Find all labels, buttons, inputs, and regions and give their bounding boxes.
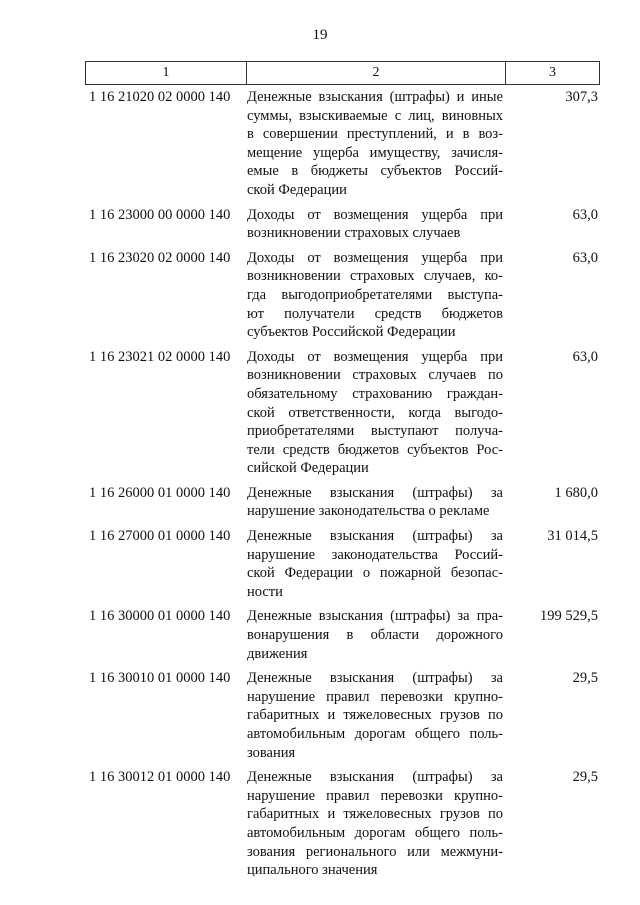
description-line: габаритных и тяжеловесных грузов по	[247, 707, 503, 724]
description-line: тели средств бюджетов субъектов Рос-	[247, 441, 503, 458]
budget-code: 1 16 30010 01 0000 140	[89, 670, 231, 687]
description-line: Денежные взыскания (штрафы) за	[247, 528, 503, 545]
amount: 29,5	[572, 769, 598, 786]
income-description	[245, 484, 503, 521]
description-line: нарушение законодательства Россий-	[247, 546, 503, 563]
description-line: автомобильным дорогам общего поль-	[247, 824, 503, 841]
amount: 1 680,0	[554, 484, 598, 501]
description-line: габаритных и тяжеловесных грузов по	[247, 806, 503, 823]
column-header-2: 2	[247, 62, 506, 85]
table-row	[85, 206, 600, 243]
description-line: Доходы от возмещения ущерба при	[247, 348, 503, 365]
income-description	[245, 348, 503, 478]
description-line: зования регионального или межмуни-	[247, 843, 503, 860]
description-line: мещение ущерба имуществу, зачисля-	[247, 144, 503, 161]
column-header-1: 1	[86, 62, 247, 85]
table-row	[85, 88, 600, 200]
description-line: зования	[247, 744, 296, 761]
description-line: субъектов Российской Федерации	[247, 324, 456, 341]
budget-code: 1 16 30000 01 0000 140	[89, 608, 231, 625]
description-line: нарушение правил перевозки крупно-	[247, 688, 503, 705]
column-header-table	[85, 61, 600, 85]
income-description	[245, 88, 503, 200]
budget-code: 1 16 30012 01 0000 140	[89, 769, 231, 786]
description-line: нарушение законодательства о рекламе	[247, 503, 490, 520]
description-line: ципального значения	[247, 862, 378, 879]
description-line: возникновении страховых случаев	[247, 225, 461, 242]
description-line: Денежные взыскания (штрафы) за	[247, 484, 503, 501]
table-row	[85, 527, 600, 601]
description-line: приобретателями выступают получа-	[247, 423, 503, 440]
description-line: емые в бюджеты субъектов Россий-	[247, 163, 503, 180]
budget-code: 1 16 23021 02 0000 140	[89, 348, 231, 365]
table-row	[85, 607, 600, 663]
budget-code: 1 16 23020 02 0000 140	[89, 249, 231, 266]
amount: 63,0	[572, 348, 598, 365]
description-line: Доходы от возмещения ущерба при	[247, 249, 503, 266]
income-description	[245, 527, 503, 601]
description-line: автомобильным дорогам общего поль-	[247, 726, 503, 742]
description-line: Денежные взыскания (штрафы) за	[247, 670, 503, 687]
description-line: ют получатели средств бюджетов	[247, 305, 503, 322]
amount: 63,0	[572, 249, 598, 266]
description-line: Денежные взыскания (штрафы) и иные	[247, 89, 503, 105]
description-line: возникновении страховых случаев по	[247, 367, 503, 384]
table-row	[85, 669, 600, 762]
amount: 63,0	[572, 206, 598, 223]
description-line: возникновении страховых случаев, ко-	[247, 268, 503, 285]
amount: 199 529,5	[540, 608, 598, 625]
budget-code: 1 16 26000 01 0000 140	[89, 484, 231, 501]
description-line: Доходы от возмещения ущерба при	[247, 206, 503, 223]
description-line: Денежные взыскания (штрафы) за пра-	[247, 608, 503, 625]
table-row	[85, 249, 600, 342]
description-line: ской Федерации	[247, 181, 347, 198]
column-header-3: 3	[506, 62, 600, 85]
amount: 29,5	[572, 670, 598, 687]
income-description	[245, 206, 503, 243]
table-row	[85, 484, 600, 521]
budget-code: 1 16 23000 00 0000 140	[89, 206, 231, 223]
description-line: суммы, взыскиваемые с лиц, виновных	[247, 107, 503, 124]
amount: 307,3	[565, 89, 598, 105]
description-line: нарушение правил перевозки крупно-	[247, 787, 503, 804]
table-body	[85, 88, 600, 886]
amount: 31 014,5	[547, 528, 598, 545]
income-description	[245, 249, 503, 342]
description-line: Денежные взыскания (штрафы) за	[247, 769, 503, 786]
description-line: движения	[247, 645, 308, 662]
description-line: сийской Федерации	[247, 460, 369, 477]
table-row	[85, 768, 600, 880]
description-line: в совершении преступлений, и в воз-	[247, 126, 503, 143]
column-header-row	[86, 62, 600, 85]
description-line: обязательному страхованию граждан-	[247, 385, 503, 402]
description-line: гда выгодоприобретателями выступа-	[247, 286, 503, 303]
description-line: ской Федерации о пожарной безопас-	[247, 565, 503, 582]
table-row	[85, 348, 600, 478]
budget-code: 1 16 27000 01 0000 140	[89, 528, 231, 545]
description-line: вонарушения в области дорожного	[247, 627, 503, 644]
description-line: ской ответственности, когда выгодо-	[247, 404, 503, 421]
page-number: 19	[312, 27, 328, 43]
income-description	[245, 607, 503, 663]
budget-code: 1 16 21020 02 0000 140	[89, 89, 231, 105]
description-line: ности	[247, 583, 283, 600]
income-description	[245, 669, 503, 762]
income-description	[245, 768, 503, 880]
